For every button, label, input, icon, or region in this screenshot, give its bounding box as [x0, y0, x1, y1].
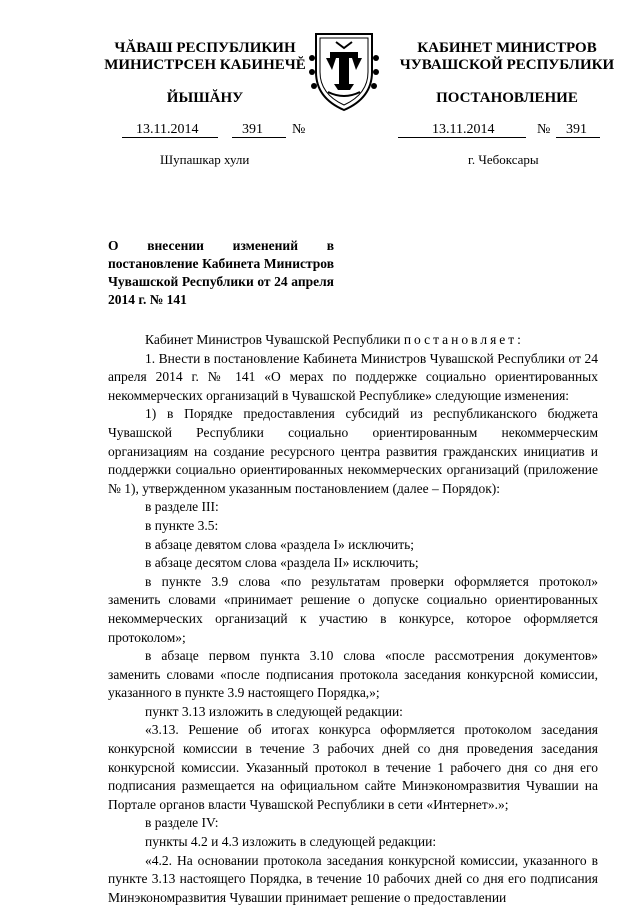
right-number-sign: №: [537, 122, 551, 137]
body-paragraph: «4.2. На основании протокола заседания конкурсной комиссии, указанного в пункте 3.13 настоящего Порядка, в течение 10 рабочих дней со дня его подписания Минэкономразвития Чувашии принимает решение о предоставлении: [108, 852, 598, 905]
intro-verb: постановляет:: [403, 332, 524, 347]
header-left-doc-type: ЙЫШĂНУ: [166, 90, 244, 106]
left-number-underline: [232, 137, 286, 138]
header-right-org: [392, 40, 622, 74]
body-paragraph: в пункте 3.9 слова «по результатам проверки оформляется протокол» заменить словами «принимает решение о допуске социально ориентированных некоммерческих организаций к участию в конкурсе, которое оформляется протоколом»;: [108, 573, 598, 645]
body-paragraph: пункты 4.2 и 4.3 изложить в следующей редакции:: [145, 834, 437, 850]
body-paragraph: в разделе III:: [145, 499, 219, 515]
body-paragraph: 1. Внести в постановление Кабинета Министров Чувашской Республики от 24 апреля 2014 г. № 141 «О мерах по поддержке социально ориентированных некоммерческих организаций в Чувашской Республике» следующие изменения:: [108, 350, 598, 403]
body-paragraph: в разделе IV:: [145, 815, 219, 831]
header-right-line1: КАБИНЕТ МИНИСТРОВ: [417, 40, 597, 56]
header-left-org: [100, 40, 310, 74]
body-paragraph: в пункте 3.5:: [145, 517, 219, 533]
right-date-underline: [398, 137, 526, 138]
left-city: Шупашкар хули: [160, 152, 250, 167]
document-body: [108, 331, 598, 907]
body-paragraph: «3.13. Решение об итогах конкурса оформляется протоколом заседания конкурсной комиссии в течение 3 рабочих дней со дня проведения заседания конкурсной комиссии. Указанный протокол в течение 1 рабочего дня со дня его подписания размещается на официальном сайте Минэкономразвития Чувашии на Портале органов власти Чувашской Республики в сети «Интернет».»;: [108, 722, 598, 812]
right-number: 391: [566, 122, 587, 137]
header-right-line2: ЧУВАШСКОЙ РЕСПУБЛИКИ: [399, 57, 615, 73]
body-paragraph: в абзаце первом пункта 3.10 слова «после рассмотрения документов» заменить словами «после подписания протокола заседания конкурсной комиссии, указанного в пункте 3.9 настоящего Порядка,»;: [108, 648, 598, 701]
left-number: 391: [242, 122, 263, 137]
document-subject: О внесении изменений в постановление Кабинета Министров Чувашской Республики от 24 апреля 2014 г. № 141: [108, 238, 334, 307]
right-number-underline: [556, 137, 600, 138]
right-city: г. Чебоксары: [468, 152, 539, 167]
header-left-line1: ЧĂВАШ РЕСПУБЛИКИН: [114, 40, 296, 56]
body-paragraph: в абзаце девятом слова «раздела I» исключить;: [145, 536, 415, 552]
header-left-line2: МИНИСТРСЕН КАБИНЕЧĔ: [104, 57, 306, 73]
chuvash-emblem-icon: [308, 28, 380, 114]
body-paragraph: 1) в Порядке предоставления субсидий из республиканского бюджета Чувашской Республики социально ориентированным некоммерческим организациям на создание ресурсного центра развития гражданских инициатив и поддержки социально ориентированных некоммерческих организаций (приложение № 1), утвержденном указанным постановлением (далее – Порядок):: [108, 406, 598, 496]
left-date: 13.11.2014: [136, 122, 199, 137]
header-right-doc-type: ПОСТАНОВЛЕНИЕ: [436, 90, 578, 106]
right-date: 13.11.2014: [432, 122, 495, 137]
intro-prefix: Кабинет Министров Чувашской Республики: [145, 332, 401, 347]
left-number-sign: №: [292, 122, 306, 137]
left-date-underline: [122, 137, 218, 138]
body-paragraph: в абзаце десятом слова «раздела II» исключить;: [145, 555, 419, 571]
intro-paragraph: [108, 331, 598, 350]
body-paragraph: пункт 3.13 изложить в следующей редакции:: [145, 703, 403, 719]
